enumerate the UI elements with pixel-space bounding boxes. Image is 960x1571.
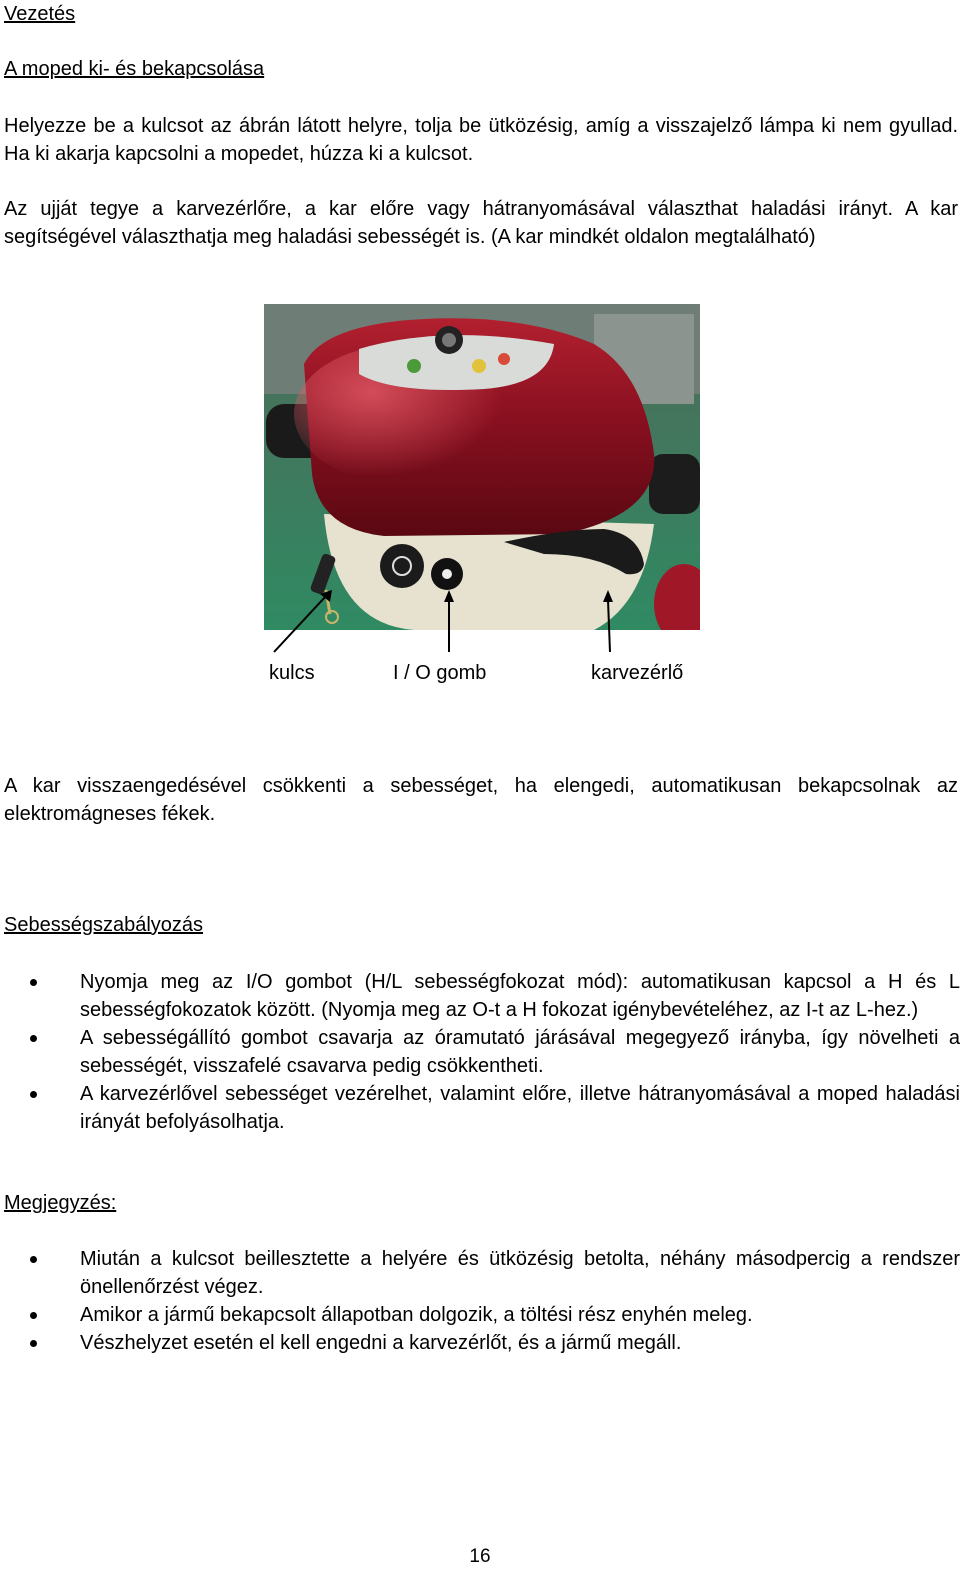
note-bullet-list: [0, 1245, 960, 1357]
list-item: Amikor a jármű bekapcsolt állapotban dolgozik, a töltési rész enyhén meleg.: [0, 1301, 960, 1329]
moped-handlebar-photo: [264, 304, 700, 630]
bullet-icon: [30, 1340, 37, 1347]
note-title: Megjegyzés:: [4, 1192, 117, 1214]
label-key: kulcs: [269, 662, 315, 684]
list-item: A karvezérlővel sebességet vezérelhet, valamint előre, illetve hátranyomásával a moped haladási irányát befolyásolhatja.: [0, 1080, 960, 1136]
paragraph-lever: Az ujját tegye a karvezérlőre, a kar előre vagy hátranyomásával választhat haladási irányt. A kar segítségével választhatja meg haladási sebességét is. (A kar mindkét oldalon megtalálható): [4, 198, 958, 248]
page-number: 16: [469, 1546, 491, 1567]
list-item: Vészhelyzet esetén el kell engedni a karvezérlőt, és a jármű megáll.: [0, 1329, 960, 1357]
speed-bullet-list: [0, 968, 960, 1136]
list-item: Nyomja meg az I/O gombot (H/L sebességfokozat mód): automatikusan kapcsol a H és L sebességfokozatok között. (Nyomja meg az O-t a H fokozat igénybevételéhez, az I-t az L-hez.): [0, 968, 960, 1024]
label-io-button: I / O gomb: [393, 662, 487, 684]
list-item: Miután a kulcsot beillesztette a helyére és ütközésig betolta, néhány másodpercig a rendszer önellenőrzést végez.: [0, 1245, 960, 1301]
bullet-icon: [30, 979, 37, 986]
speed-section-title: Sebességszabályozás: [4, 914, 204, 936]
bullet-icon: [30, 1312, 37, 1319]
paragraph-release: A kar visszaengedésével csökkenti a sebességet, ha elengedi, automatikusan bekapcsolnak az elektromágneses fékek.: [4, 775, 958, 825]
bullet-icon: [30, 1091, 37, 1098]
subsection-title: A moped ki- és bekapcsolása: [4, 58, 265, 80]
figure-pointers: [264, 590, 624, 660]
label-lever: karvezérlő: [591, 662, 684, 684]
list-item: A sebességállító gombot csavarja az óramutató járásával megegyező irányba, így növelheti a sebességét, visszafelé csavarva pedig csökkentheti.: [0, 1024, 960, 1080]
section-title: Vezetés: [4, 3, 76, 25]
bullet-icon: [30, 1035, 37, 1042]
bullet-icon: [30, 1256, 37, 1263]
paragraph-key: Helyezze be a kulcsot az ábrán látott helyre, tolja be ütközésig, amíg a visszajelző lámpa ki nem gyullad. Ha ki akarja kapcsolni a mopedet, húzza ki a kulcsot.: [4, 115, 958, 165]
